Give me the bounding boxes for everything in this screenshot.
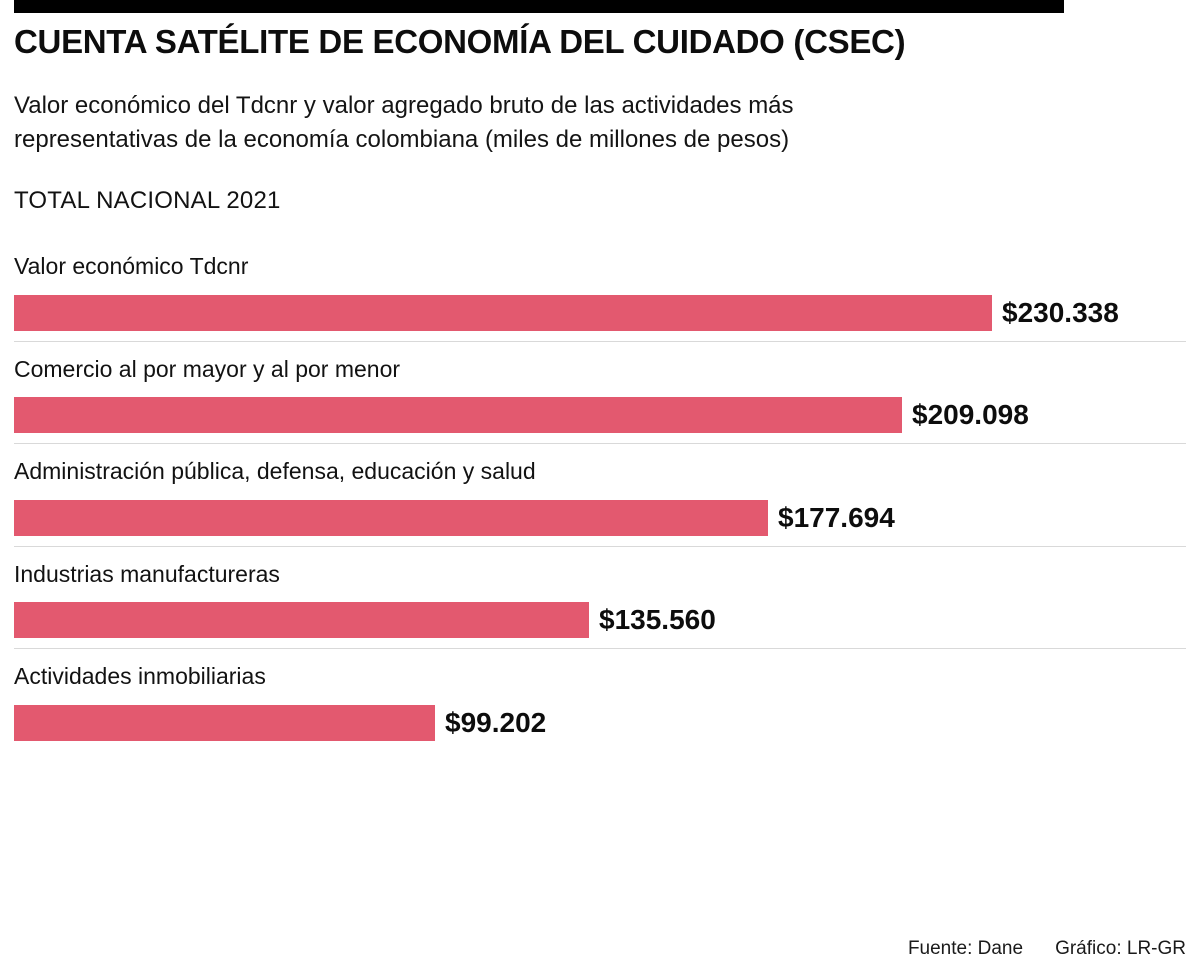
bar-fill	[14, 500, 768, 536]
bar-fill	[14, 397, 902, 433]
bar-row	[14, 341, 1186, 434]
bar-row	[14, 239, 1186, 331]
section-label: TOTAL NACIONAL 2021	[14, 187, 281, 215]
bar-label: Industrias manufactureras	[14, 560, 280, 587]
bar-chart	[14, 239, 1186, 741]
top-rule-divider	[14, 0, 1064, 13]
credit-text: Gráfico: LR-GR	[1055, 938, 1186, 959]
bar-row	[14, 648, 1186, 741]
bar-value: $177.694	[778, 501, 895, 533]
bar-fill	[14, 295, 992, 331]
footer	[908, 938, 1186, 960]
bar-value: $230.338	[1002, 296, 1119, 328]
bar-fill	[14, 705, 435, 741]
bar-value: $135.560	[599, 604, 716, 636]
bar-row	[14, 443, 1186, 536]
bar-label: Administración pública, defensa, educación y salud	[14, 458, 536, 485]
bar-value: $209.098	[912, 399, 1029, 431]
bar-fill	[14, 602, 589, 638]
page-title: CUENTA SATÉLITE DE ECONOMÍA DEL CUIDADO (CSEC)	[14, 23, 906, 60]
bar-row	[14, 546, 1186, 639]
source-text: Fuente: Dane	[907, 938, 1024, 959]
bar-label: Valor económico Tdcnr	[14, 253, 249, 280]
bar-label: Comercio al por mayor y al por menor	[14, 355, 401, 382]
bar-label: Actividades inmobiliarias	[14, 663, 266, 690]
page-subtitle: Valor económico del Tdcnr y valor agregado bruto de las actividades más representativas de la economía colombiana (miles de millones de pesos)	[14, 91, 794, 154]
bar-value: $99.202	[445, 707, 547, 739]
